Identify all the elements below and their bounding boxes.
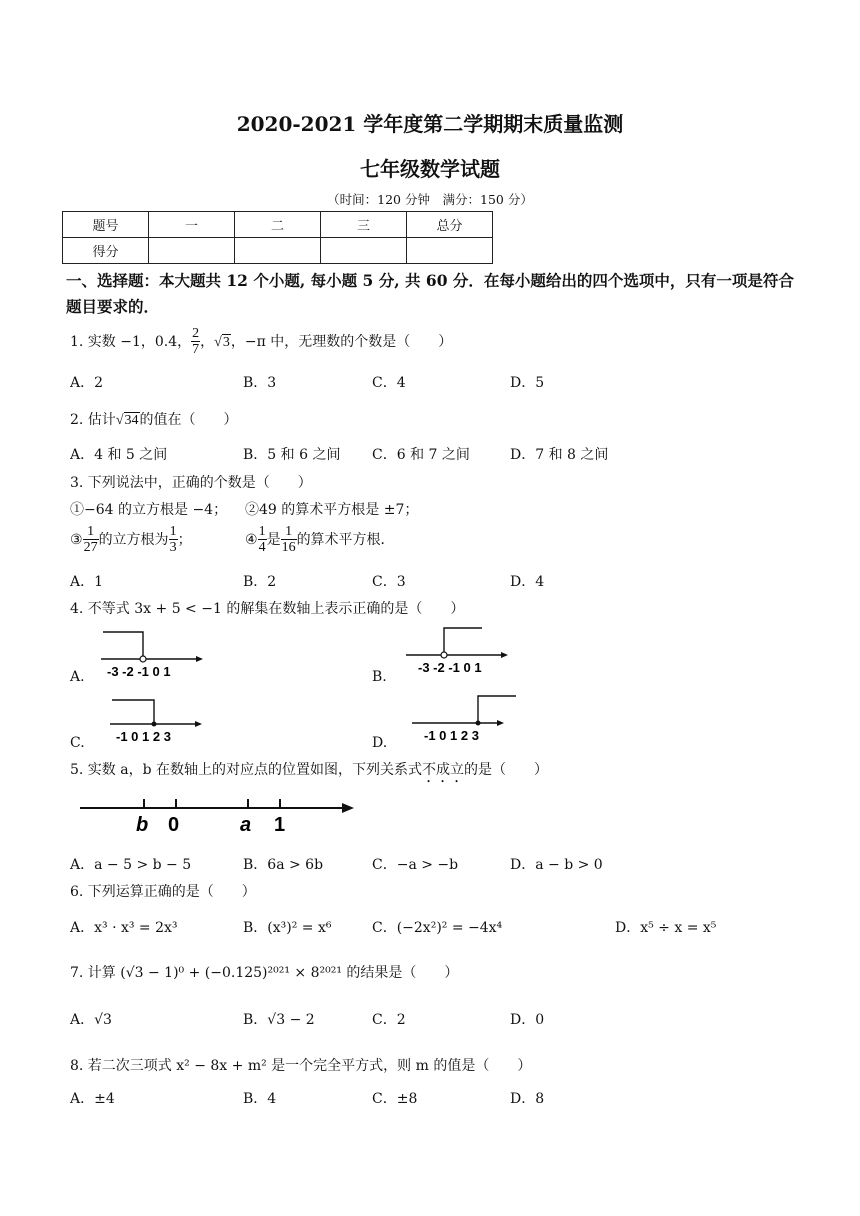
q1-frac-den: 7 [192,342,200,358]
q4-option-c-label[interactable]: C. [70,735,85,751]
q1-option-b[interactable]: B．3 [243,375,277,391]
question-6-stem: 6. 下列运算正确的是（ ） [70,884,256,900]
q5-label-a: a [240,814,252,836]
question-3-stem: 3. 下列说法中，正确的个数是（ ） [70,475,312,491]
question-4-stem: 4. 不等式 3x + 5 < −1 的解集在数轴上表示正确的是（ ） [70,601,465,617]
q3-option-c[interactable]: C．3 [372,574,406,590]
score-cell: 总分 [407,212,493,238]
q5-stem-prefix: 5. 实数 a，b 在数轴上的对应点的位置如图，下列关系式 [70,762,423,778]
frac-den: 4 [258,540,266,556]
q1-option-a[interactable]: A．2 [70,375,104,391]
q2-option-a[interactable]: A．4 和 5 之间 [70,447,168,463]
q7-option-b[interactable]: B．√3 − 2 [243,1012,315,1028]
section-heading: 一、选择题：本大题共 12 个小题, 每小题 5 分, 共 60 分．在每小题给出的四个选项中，只有一项是符合题目要求的． [66,271,794,316]
q5-option-b[interactable]: B．6a > 6b [243,857,324,873]
q3-s3-end: ； [177,531,192,548]
q3-s3-prefix: ③ [70,531,83,548]
q2-option-d[interactable]: D．7 和 8 之间 [510,447,609,463]
q2-option-c[interactable]: C．6 和 7 之间 [372,447,470,463]
q3-option-b[interactable]: B．2 [243,574,277,590]
frac-num: 1 [169,524,177,539]
q3-s4-frac2 [281,524,297,556]
q7-option-c[interactable]: C．2 [372,1012,406,1028]
q1-frac-num: 2 [192,326,200,341]
score-cell: 二 [235,212,321,238]
q2-option-b[interactable]: B．5 和 6 之间 [243,447,341,463]
q5-label-1: 1 [274,814,286,836]
question-1-stem: 1. 实数 −1，0.4， $\frac{2}{7}$ ，√3，−π 中，无理数的个数是（ ） [70,326,453,358]
q5-stem-suffix: 的是（ ） [464,762,549,778]
q3-statement-1: ①−64 的立方根是 −4； [70,502,228,518]
q2-suffix: 的值在（ ） [139,412,238,428]
q4-option-d-axis-labels: -1 0 1 2 3 [424,728,479,743]
q8-option-a[interactable]: A．±4 [70,1091,115,1107]
q1-option-c[interactable]: C．4 [372,375,406,391]
q4-option-a-axis-labels: -3 -2 -1 0 1 [107,664,171,679]
q3-option-a[interactable]: A．1 [70,574,104,590]
frac-num: 1 [83,524,99,540]
q1-prefix: 1. 实数 −1，0.4， [70,333,192,350]
q1-sqrt: √3 [214,334,230,350]
score-cell: 得分 [63,238,149,264]
q4-option-b-axis-labels: -3 -2 -1 0 1 [418,660,482,675]
question-5-stem [70,759,548,786]
exam-title: 2020-2021 学年度第二学期期末质量监测 [236,112,624,136]
q5-label-b: b [136,814,149,836]
q5-option-a[interactable]: A．a − 5 > b − 5 [70,857,192,873]
q3-s4-prefix: ④ [245,531,258,548]
q3-statement-3 [70,524,192,556]
q4-option-b-label[interactable]: B. [372,669,387,685]
q5-numberline [78,795,358,837]
q4-option-d-numberline[interactable] [410,692,522,744]
q5-label-0: 0 [168,814,180,836]
score-input-cell[interactable] [321,238,407,264]
q8-option-b[interactable]: B．4 [243,1091,277,1107]
q3-s4-frac1 [258,524,267,556]
score-table [62,211,493,264]
q4-option-c-numberline[interactable] [110,696,210,746]
question-7-stem: 7. 计算 (√3 − 1)⁰ + (−0.125)²⁰²¹ × 8²⁰²¹ 的结果是（ ） [70,965,459,981]
q5-option-d[interactable]: D．a − b > 0 [510,857,603,873]
q2-prefix: 2. 估计 [70,412,116,428]
q7-option-d[interactable]: D．0 [510,1012,545,1028]
q4-option-b-numberline[interactable] [400,624,515,676]
q3-s3-frac2 [169,524,178,556]
q4-option-a-numberline[interactable] [95,628,210,680]
question-8-stem: 8. 若二次三项式 x² − 8x + m² 是一个完全平方式，则 m 的值是（ ） [70,1058,532,1074]
q3-s3-mid: 的立方根为 [98,531,169,548]
q4-option-d-label[interactable]: D. [372,735,388,751]
q6-option-c[interactable]: C．(−2x²)² = −4x⁴ [372,920,503,936]
exam-subtitle: 七年级数学试题 [360,157,500,181]
frac-num: 1 [281,524,297,540]
q3-s4-mid: 是 [266,531,281,548]
score-input-cell[interactable] [235,238,321,264]
q2-sqrt-radicand: 34 [124,413,139,428]
score-input-cell[interactable] [149,238,235,264]
exam-meta: （时间：120 分钟 满分：150 分） [327,192,533,207]
score-cell: 三 [321,212,407,238]
score-input-cell[interactable] [407,238,493,264]
frac-num: 1 [258,524,266,539]
q1-option-d[interactable]: D．5 [510,375,545,391]
q8-option-c[interactable]: C．±8 [372,1091,418,1107]
q6-option-a[interactable]: A．x³ · x³ = 2x³ [70,920,178,936]
q3-s3-frac1 [83,524,99,556]
score-table-header-row [63,212,493,238]
q1-sqrt-radicand: 3 [222,334,230,350]
question-2-stem [70,409,238,429]
q4-option-a-label[interactable]: A. [70,669,85,685]
q1-suffix: ，−π 中，无理数的个数是（ ） [230,333,453,350]
q7-option-a[interactable]: A．√3 [70,1012,112,1028]
frac-den: 3 [169,540,177,556]
q5-stem-emphasis: 不成立 [422,762,465,778]
q2-sqrt: √34 [115,413,139,428]
q6-option-d[interactable]: D．x⁵ ÷ x = x⁵ [615,920,717,936]
q6-option-b[interactable]: B．(x³)² = x⁶ [243,920,332,936]
score-table-score-row [63,238,493,264]
q3-statement-2: ②49 的算术平方根是 ±7； [245,502,419,518]
q5-option-c[interactable]: C．−a > −b [372,857,459,873]
frac-den: 16 [281,540,296,556]
q4-option-c-axis-labels: -1 0 1 2 3 [116,729,171,744]
q1-fraction [191,326,200,358]
score-cell: 一 [149,212,235,238]
frac-den: 27 [83,540,98,556]
score-cell: 题号 [63,212,149,238]
q3-s4-end: 的算术平方根． [296,531,395,548]
q8-option-d[interactable]: D．8 [510,1091,545,1107]
q3-option-d[interactable]: D．4 [510,574,545,590]
q3-statement-4 [245,524,395,556]
